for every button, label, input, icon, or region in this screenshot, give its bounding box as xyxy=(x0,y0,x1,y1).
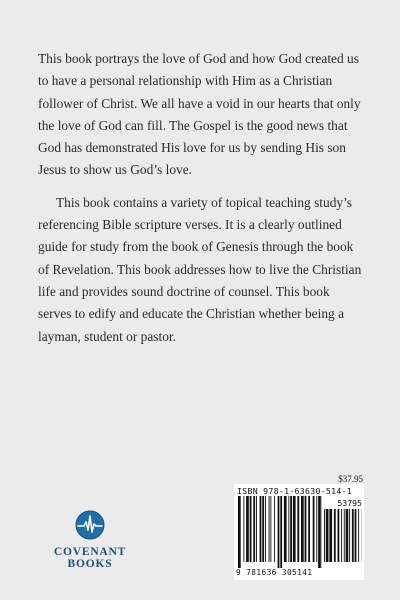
barcode-stripe xyxy=(349,509,350,562)
barcode-stripe xyxy=(329,509,332,562)
isbn-number: ISBN 978-1-63630-514-1 xyxy=(237,486,353,496)
publisher-name: COVENANT BOOKS xyxy=(53,546,127,570)
price-label: $37.95 xyxy=(338,474,363,484)
barcode-stripe xyxy=(243,496,244,562)
barcode-stripe xyxy=(344,509,345,562)
barcode-stripe xyxy=(290,496,292,562)
barcode-stripe xyxy=(253,496,255,562)
barcode-stripe xyxy=(297,496,299,562)
barcode-stripe xyxy=(338,509,340,562)
barcode-stripe xyxy=(305,496,307,562)
blurb-paragraph-1: This book portrays the love of God and how God created us to have a personal relationship with Him as a Christian follower of Christ. We all have a void in our hearts that only the love of God can fill. The Gospel is the good news that God has demonstrated His love for us by sending His son Jesus to show us God’s love. xyxy=(38,51,361,178)
globe-heartbeat-icon xyxy=(75,510,105,540)
barcode-stripe xyxy=(280,496,282,568)
blurb-text xyxy=(38,48,366,348)
barcode-stripe xyxy=(318,496,321,568)
barcode-stripe xyxy=(260,496,262,562)
publisher-logo xyxy=(30,510,150,580)
barcode-stripe xyxy=(250,496,252,562)
price-code: 53795 xyxy=(337,498,362,508)
barcode-stripe xyxy=(316,496,317,562)
barcode-stripe xyxy=(256,496,257,562)
barcode-stripe xyxy=(238,496,241,568)
barcode-stripe xyxy=(288,496,289,562)
barcode-stripe xyxy=(262,496,264,562)
barcode-stripe xyxy=(265,496,266,562)
barcode-stripe xyxy=(270,496,271,562)
barcode-stripe xyxy=(352,509,354,562)
barcode-stripe xyxy=(346,509,349,562)
barcode-stripe xyxy=(284,496,287,562)
barcode-stripe xyxy=(269,496,270,562)
barcode-stripe xyxy=(246,496,249,562)
ean-bars xyxy=(238,496,322,568)
barcode-stripe xyxy=(341,509,342,562)
barcode-stripe xyxy=(358,509,359,562)
barcode-stripe xyxy=(308,496,310,562)
blurb-paragraph-2: This book contains a variety of topical teaching study’s referencing Bible scripture verses. It is a clearly outlined guide for study from the book of Genesis through the book of Revelation. This book addresses how to live the Christian life and provides sound doctrine of counsel. This book serves to edify and educate the Christian whether being a layman, student or pastor. xyxy=(38,194,362,344)
barcode-stripe xyxy=(274,496,275,562)
barcode-stripe xyxy=(334,509,336,562)
isbn-barcode xyxy=(234,484,364,580)
barcode-stripe xyxy=(293,496,296,562)
barcode-stripe xyxy=(324,509,325,562)
barcode-stripe xyxy=(326,509,329,562)
barcode-stripe xyxy=(278,496,280,568)
addon-bars xyxy=(324,509,362,568)
barcode-stripe xyxy=(355,509,357,562)
ean-digits: 9 781636 305141 xyxy=(236,568,313,577)
barcode-stripe xyxy=(301,496,304,562)
barcode-stripe xyxy=(313,496,315,562)
